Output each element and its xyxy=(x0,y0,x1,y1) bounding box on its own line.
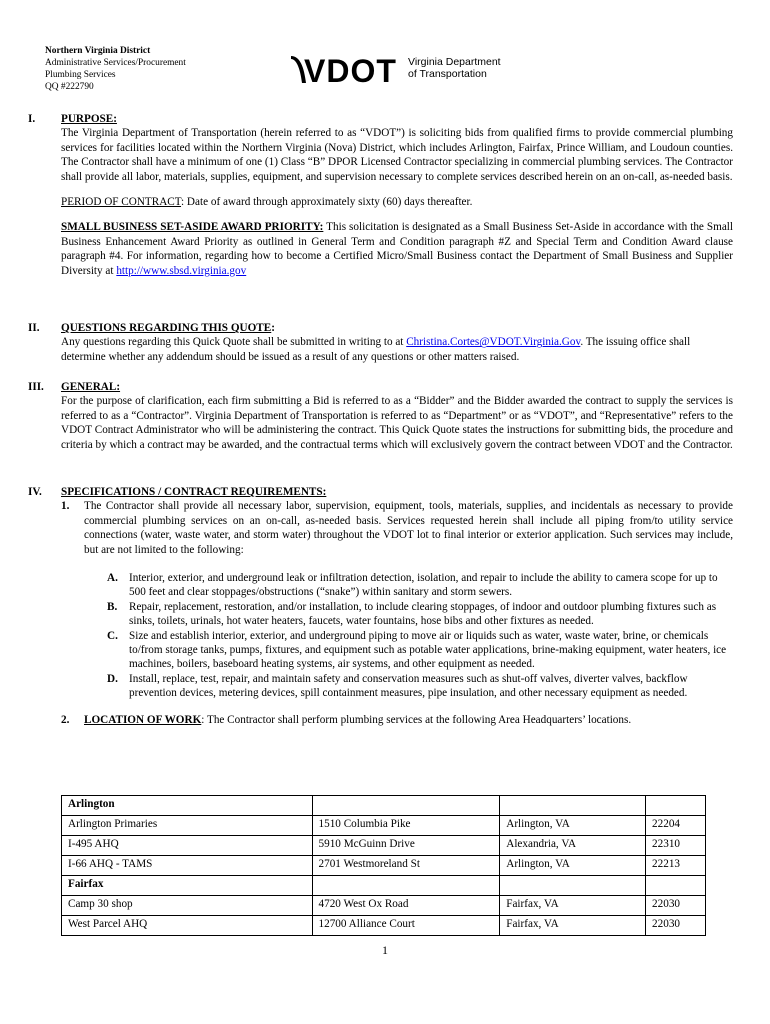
location-address-cell: 12700 Alliance Court xyxy=(312,916,500,936)
spec-item-1-text: The Contractor shall provide all necessary labor, supervision, equipment, tools, materials, supplies, and incidentals as necessary to provide commercial plumbing services on an on-call, as-needed basis. Services requested herein shall include all piping from/to utility service connections (water, waste water, and storm water) throughout the VDOT lot to final interior or exterior application. Such services may include, but are not limited to the following: xyxy=(84,500,733,556)
table-row xyxy=(62,816,706,836)
location-name-cell: I-66 AHQ - TAMS xyxy=(62,856,313,876)
location-name-cell: West Parcel AHQ xyxy=(62,916,313,936)
location-name-cell: Camp 30 shop xyxy=(62,896,313,916)
location-zip-cell: 22310 xyxy=(646,836,706,856)
spec-item-2 xyxy=(61,713,733,727)
spec-item-2-text xyxy=(84,713,733,727)
locations-table-body xyxy=(62,796,706,936)
section-4-number: IV. xyxy=(28,486,42,498)
location-label: LOCATION OF WORK xyxy=(84,713,202,726)
logo-wordmark: VDOT xyxy=(304,53,397,89)
spec-item-1 xyxy=(61,499,733,557)
small-business-label: SMALL BUSINESS SET-ASIDE AWARD PRIORITY: xyxy=(61,221,324,234)
sbsd-link[interactable]: http://www.sbsd.virginia.gov xyxy=(116,264,247,277)
location-name-cell: I-495 AHQ xyxy=(62,836,313,856)
empty-cell xyxy=(500,796,646,816)
small-business-paragraph xyxy=(61,220,733,278)
section-purpose xyxy=(61,112,733,278)
table-row xyxy=(62,896,706,916)
location-address-cell: 2701 Westmoreland St xyxy=(312,856,500,876)
page-number: 1 xyxy=(382,943,388,957)
location-zip-cell: 22030 xyxy=(646,916,706,936)
table-row xyxy=(62,836,706,856)
specifications-title: SPECIFICATIONS / CONTRACT REQUIREMENTS: xyxy=(61,486,327,498)
unit-name: Plumbing Services xyxy=(45,70,116,80)
location-text: : The Contractor shall perform plumbing services at the following Area Headquarters’ locations. xyxy=(201,713,632,726)
location-zip-cell: 22213 xyxy=(646,856,706,876)
section-general xyxy=(61,380,733,452)
location-name-cell: Arlington Primaries xyxy=(62,816,313,836)
general-title: GENERAL: xyxy=(61,381,121,393)
table-row xyxy=(62,916,706,936)
period-text: : Date of award through approximately sixty (60) days thereafter. xyxy=(181,196,473,209)
period-of-contract xyxy=(61,195,733,209)
period-label: PERIOD OF CONTRACT xyxy=(61,196,182,209)
location-city-cell: Arlington, VA xyxy=(500,856,646,876)
questions-body xyxy=(61,335,733,364)
location-city-cell: Fairfax, VA xyxy=(500,896,646,916)
section-2-number: II. xyxy=(28,322,40,334)
group-name-cell: Arlington xyxy=(62,796,313,816)
empty-cell xyxy=(646,796,706,816)
location-address-cell: 5910 McGuinn Drive xyxy=(312,836,500,856)
purpose-title: PURPOSE: xyxy=(61,113,117,125)
questions-text-b: . The issuing office shall determine whether any addendum should be issued as a result of any questions or other matters raised. xyxy=(61,336,691,363)
logo-subtitle xyxy=(408,56,501,80)
general-body: For the purpose of clarification, each firm submitting a Bid is referred to as a “Bidder” and the Bidder awarded the contract to supply the services is referred to as a “Contractor”. Virginia Department of Transportation is referred to as “Department” or as “VDOT”, and “Representative” refers to the VDOT Contract Administrator who will be administering the contract. This Quick Quote states the instructions for submitting bids, the procedure and criteria by which a contract may be awarded, and the contractual terms which will exclusively govern the contract between VDOT and the Contractor. xyxy=(61,395,733,451)
location-address-cell: 4720 West Ox Road xyxy=(312,896,500,916)
location-city-cell: Alexandria, VA xyxy=(500,836,646,856)
quote-number: QQ #222790 xyxy=(45,82,94,92)
spec-subitem-letter: A. xyxy=(107,572,118,585)
questions-title-colon: : xyxy=(271,322,275,334)
spec-subitem-letter: B. xyxy=(107,600,118,613)
table-group-row xyxy=(62,876,706,896)
questions-title-line xyxy=(61,321,733,335)
spec-subitem-text: Size and establish interior, exterior, and underground piping to move air or liquids such as water, waste water, brine, or chemicals to/from storage tanks, pumps, fixtures, and equipment such as potable water applications, brine-making equipment, water heaters, ice machines, boilers, baseboard heating systems, air systems, and other equipment as needed. xyxy=(129,629,727,671)
logo-subtitle-line1: Virginia Department xyxy=(408,56,501,68)
empty-cell xyxy=(646,876,706,896)
location-zip-cell: 22204 xyxy=(646,816,706,836)
spec-subitem xyxy=(107,672,733,701)
department-name: Administrative Services/Procurement xyxy=(45,58,186,68)
empty-cell xyxy=(500,876,646,896)
vdot-logo xyxy=(290,53,520,91)
district-name: Northern Virginia District xyxy=(45,46,151,56)
table-row xyxy=(62,856,706,876)
spec-subitem-letter: D. xyxy=(107,672,118,685)
section-questions xyxy=(61,321,733,364)
spec-subitem-text: Repair, replacement, restoration, and/or installation, to include clearing stoppages, of indoor and outdoor plumbing fixtures such as sinks, toilets, urinals, hot water heaters, faucets, water fountains, hose bibs and other fixtures as needed. xyxy=(129,600,717,628)
spec-subitem-letter: C. xyxy=(107,629,118,642)
locations-table xyxy=(61,795,706,936)
empty-cell xyxy=(312,796,500,816)
spec-item-1-number: 1. xyxy=(61,500,70,513)
spec-item-2-number: 2. xyxy=(61,713,70,726)
section-1-number: I. xyxy=(28,113,36,125)
location-address-cell: 1510 Columbia Pike xyxy=(312,816,500,836)
table-group-row xyxy=(62,796,706,816)
location-city-cell: Fairfax, VA xyxy=(500,916,646,936)
group-name-cell: Fairfax xyxy=(62,876,313,896)
purpose-body: The Virginia Department of Transportation (herein referred to as “VDOT”) is soliciting bids from qualified firms to provide commercial plumbing services for facilities located within the Northern Virginia (Nova) District, which includes Arlington, Fairfax, Prince William, and Loudoun counties. The Contractor shall have a minimum of one (1) Class “B” DPOR Licensed Contractor specializing in commercial plumbing services. The Contractor shall provide all labor, materials, supplies, equipment, and supervision necessary to complete services described herein on an on-call, as-needed basis. xyxy=(61,127,733,183)
header-block xyxy=(45,45,186,93)
questions-title: QUESTIONS REGARDING THIS QUOTE xyxy=(61,322,272,334)
small-business-text: This solicitation is designated as a Small Business Set-Aside in accordance with the Small Business Enhancement Award Priority as outlined in General Term and Condition paragraph #Z and Special Term and Condition Award clause paragraph #4. For information, regarding how to become a Certified Micro/Small Business contact the Department of Small Business and Supplier Diversity at xyxy=(61,221,734,277)
location-city-cell: Arlington, VA xyxy=(500,816,646,836)
spec-subitem-text: Install, replace, test, repair, and maintain safety and conservation measures such as shut-off valves, diverter valves, backflow prevention devices, metering devices, spill containment measures, pipe insulation, and other necessary equipment as needed. xyxy=(129,672,688,700)
contact-email-link[interactable]: Christina.Cortes@VDOT.Virginia.Gov xyxy=(406,336,581,349)
section-3-number: III. xyxy=(28,381,44,393)
questions-text-a: Any questions regarding this Quick Quote shall be submitted in writing to at xyxy=(61,336,407,349)
spec-subitem xyxy=(107,629,733,672)
spec-subitem-text: Interior, exterior, and underground leak or infiltration detection, isolation, and repair to include the ability to camera scope for up to 500 feet and clear stoppages/obstructions (“snake”) within sanitary and storm sewers. xyxy=(129,572,718,599)
section-specifications xyxy=(61,485,733,727)
spec-sublist xyxy=(107,571,733,701)
empty-cell xyxy=(312,876,500,896)
spec-subitem xyxy=(107,571,733,600)
spec-subitem xyxy=(107,600,733,629)
logo-subtitle-line2: of Transportation xyxy=(408,68,487,80)
location-zip-cell: 22030 xyxy=(646,896,706,916)
